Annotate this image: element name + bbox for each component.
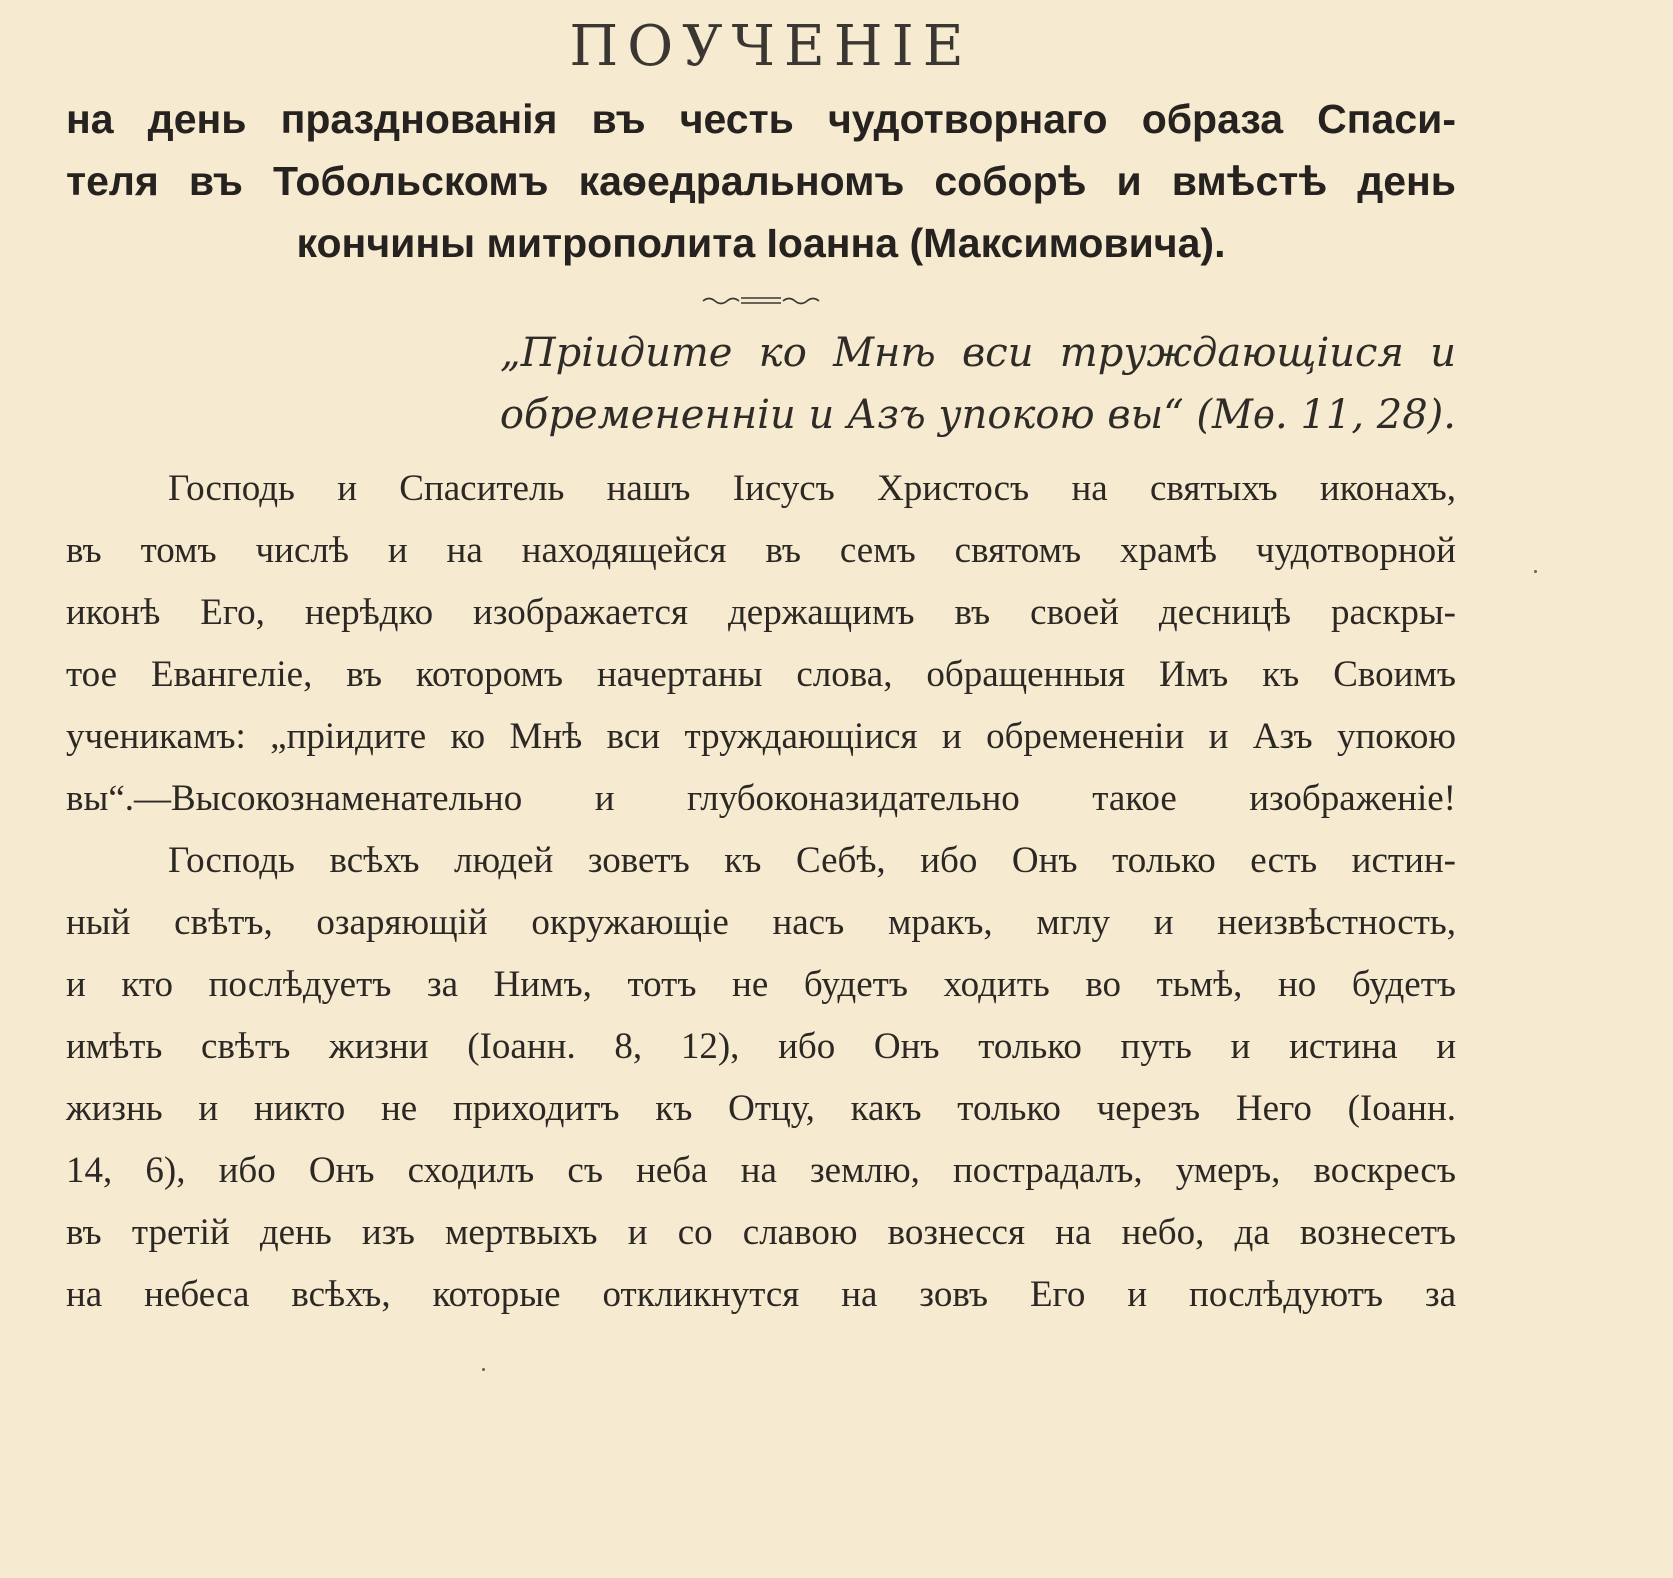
paragraph-line: Господь и Спаситель нашъ Іисусъ Христосъ на святыхъ иконахъ, [168,468,1456,509]
paragraph-line: ученикамъ: „пріидите ко Мнѣ вси труждающіися и обремененіи и Азъ упокою [66,716,1456,757]
paragraph-line: въ третій день изъ мертвыхъ и со славою вознесся на небо, да вознесетъ [66,1212,1456,1253]
ornamental-divider-icon [701,292,821,308]
page-title: ПОУЧЕНІЕ [569,14,973,79]
subtitle-line: на день празднованія въ честь чудотворнаго образа Спаси- [66,96,1456,142]
paragraph-line: тое Евангеліе, въ которомъ начертаны слова, обращенныя Имъ къ Своимъ [66,654,1456,695]
paragraph-line: на небеса всѣхъ, которые откликнутся на зовъ Его и послѣдуютъ за [66,1274,1456,1315]
paragraph-line: Господь всѣхъ людей зоветъ къ Себѣ, ибо Онъ только есть истин- [168,840,1456,881]
paragraph [66,830,1456,1326]
document-page [66,14,1456,1326]
subtitle-line: кончины митрополита Іоанна (Максимовича). [296,220,1226,266]
paragraph-line: 14, 6), ибо Онъ сходилъ съ неба на землю, пострадалъ, умеръ, воскресъ [66,1150,1456,1191]
paragraph [66,458,1456,830]
subtitle-line: теля въ Тобольскомъ каѳедральномъ соборѣ и вмѣстѣ день [66,158,1456,204]
paragraph-line: ный свѣтъ, озаряющій окружающіе насъ мракъ, мглу и неизвѣстность, [66,902,1456,943]
paragraph-line: въ томъ числѣ и на находящейся въ семъ святомъ храмѣ чудотворной [66,530,1456,571]
paragraph-line: и кто послѣдуетъ за Нимъ, тотъ не будетъ ходить во тьмѣ, но будетъ [66,964,1456,1005]
paragraph-line: жизнь и никто не приходитъ къ Отцу, какъ только черезъ Него (Іоанн. [66,1088,1456,1129]
paper-speck [1534,570,1537,573]
subtitle-block [66,88,1456,274]
epigraph-line: обремененніи и Азъ упокою вы“ (Мѳ. 11, 28). [499,392,1456,438]
body-text [66,458,1456,1326]
paper-speck [482,1368,485,1371]
paragraph-line: вы“.—Высокознаменательно и глубоконазидательно такое изображеніе! [66,778,1456,819]
epigraph-line: „Пріидите ко Мнѣ вси труждающіися и [500,330,1456,376]
paragraph-line: иконѣ Его, нерѣдко изображается держащимъ въ своей десницѣ раскры- [66,592,1456,633]
epigraph [66,322,1456,446]
paragraph-line: имѣть свѣтъ жизни (Іоанн. 8, 12), ибо Онъ только путь и истина и [66,1026,1456,1067]
